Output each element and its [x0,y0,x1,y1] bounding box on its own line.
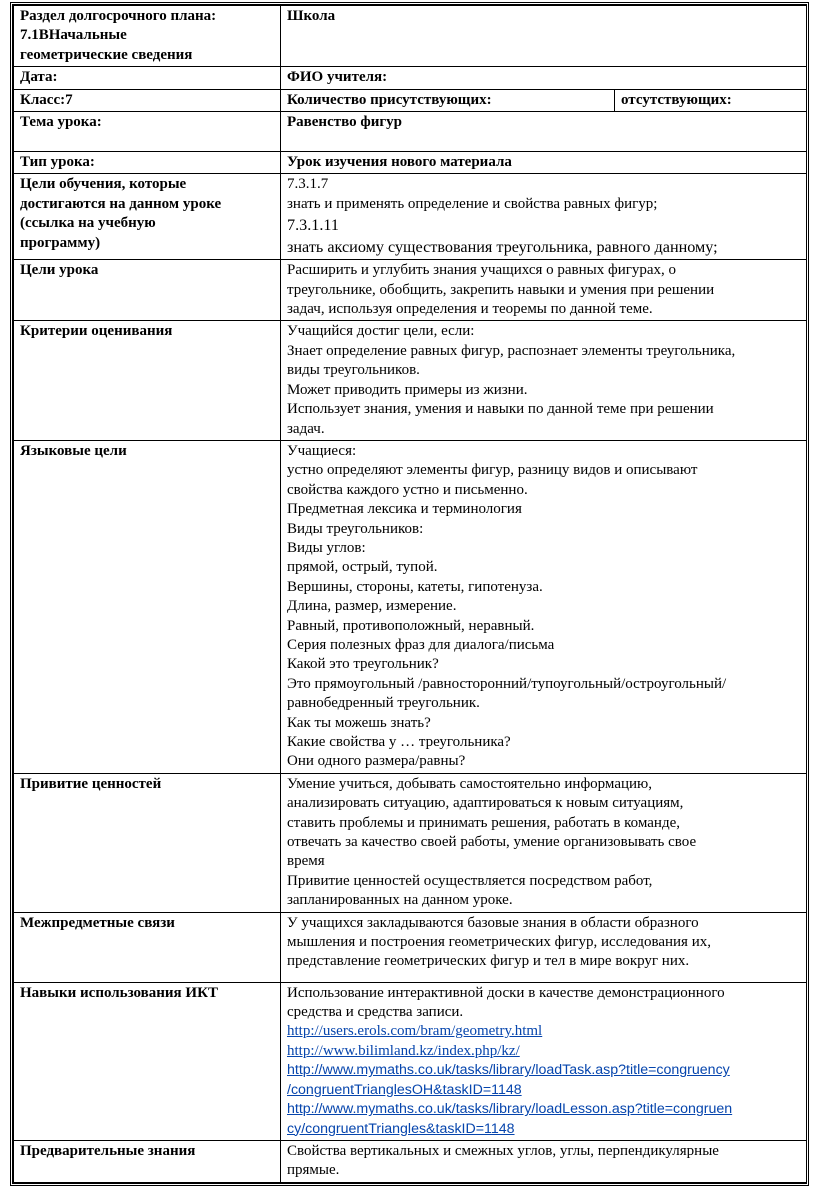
lesson-plan-page [10,2,809,1186]
row-type [14,152,807,174]
goals-label: Цели урока [14,260,281,321]
language-goals-label: Языковые цели [14,440,281,773]
criteria-value: Учащийся достиг цели, если: Знает определение равных фигур, распознает элементы треугольника, виды треугольников. Может приводить примеры из жизни. Использует знания, умения и навыки по данной теме при решении задач. [281,321,807,440]
row-class [14,89,807,111]
values-label: Привитие ценностей [14,773,281,912]
row-date [14,67,807,89]
row-topic [14,112,807,152]
objective-code-2: 7.3.1.11 [287,216,340,235]
topic-value: Равенство фигур [281,112,807,152]
row-language-goals [14,440,807,773]
goals-value: Расширить и углубить знания учащихся о равных фигурах, о треугольнике, обобщить, закрепить навыки и умения при решении задач, используя определения и теоремы по данной теме. [281,260,807,321]
link-mymaths-task-line1[interactable]: http://www.mymaths.co.uk/tasks/library/loadTask.asp?title=congruency [287,1062,730,1079]
school-value: Школа [281,6,807,67]
present-count-label: Количество присутствующих: [281,89,615,111]
objective-text-1: знать и применять определение и свойства равных фигур; [287,195,658,212]
objective-text-2: знать аксиому существования треугольника, равного данному; [287,238,718,257]
section-label: Раздел долгосрочного плана: 7.1ВНачальные геометрические сведения [14,6,281,67]
objective-code-1: 7.3.1.7 [287,176,329,193]
link-bilimland[interactable]: http://www.bilimland.kz/index.php/kz/ [287,1042,520,1059]
link-erols-geometry[interactable]: http://users.erols.com/bram/geometry.html [287,1023,543,1040]
values-value: Умение учиться, добывать самостоятельно информацию, анализировать ситуацию, адаптироваться к новым ситуациям, ставить проблемы и принимать решения, работать в команде, отвечать за качество своей работы, умение организовывать свое время Привитие ценностей осуществляется посредством работ, запланированных на данном уроке. [281,773,807,912]
link-mymaths-lesson-line2[interactable]: cy/congruentTriangles&taskID=1148 [287,1120,515,1137]
lesson-type-label: Тип урока: [14,152,281,174]
row-interdisciplinary [14,912,807,982]
lesson-plan-table [13,5,807,1183]
row-section [14,6,807,67]
objectives-value [281,174,807,260]
date-label: Дата: [14,67,281,89]
row-ict [14,982,807,1140]
teacher-name-label: ФИО учителя: [281,67,807,89]
lesson-type-value: Урок изучения нового материала [281,152,807,174]
ict-value: Использование интерактивной доски в качестве демонстрационного средства и средства записи. http://users.erols.com/bram/geometry.html http://www.bilimland.kz/index.php/kz/ http://www.mymaths.co.uk/tasks/library/loadTask.asp?title=congruency /congruentTrianglesOH&taskID=1148 http://www.mymaths.co.uk/tasks/library/loadLesson.asp?title=congruen cy/congruentTriangles&taskID=1148 [281,982,807,1140]
ict-label: Навыки использования ИКТ [14,982,281,1140]
criteria-label: Критерии оценивания [14,321,281,440]
absent-count-label: отсутствующих: [615,89,807,111]
prior-knowledge-label: Предварительные знания [14,1140,281,1182]
row-goals [14,260,807,321]
interdisciplinary-label: Межпредметные связи [14,912,281,982]
row-prior-knowledge [14,1140,807,1182]
class-label: Класс:7 [14,89,281,111]
topic-label: Тема урока: [14,112,281,152]
interdisciplinary-value: У учащихся закладываются базовые знания в области образного мышления и построения геометрических фигур, исследования их, представление геометрических фигур и тел в мире вокруг них. [281,912,807,982]
link-mymaths-task-line2[interactable]: /congruentTrianglesOH&taskID=1148 [287,1081,522,1098]
language-goals-value: Учащиеся: устно определяют элементы фигур, разницу видов и описывают свойства каждого устно и письменно. Предметная лексика и терминология Виды треугольников: Виды углов: прямой, острый, тупой. Вершины, стороны, катеты, гипотенуза. Длина, размер, измерение. Равный, противоположный, неравный. Серия полезных фраз для диалога/письма Какой это треугольник? Это прямоугольный /равносторонний/тупоугольный/остроугольный/ равнобедренный треугольник. Как ты можешь знать? Какие свойства у … треугольника? Они одного размера/равны? [281,440,807,773]
row-values [14,773,807,912]
row-objectives [14,174,807,260]
prior-knowledge-value: Свойства вертикальных и смежных углов, углы, перпендикулярные прямые. [281,1140,807,1182]
row-criteria [14,321,807,440]
objectives-label: Цели обучения, которые достигаются на данном уроке (ссылка на учебную программу) [14,174,281,260]
link-mymaths-lesson-line1[interactable]: http://www.mymaths.co.uk/tasks/library/loadLesson.asp?title=congruen [287,1101,733,1118]
